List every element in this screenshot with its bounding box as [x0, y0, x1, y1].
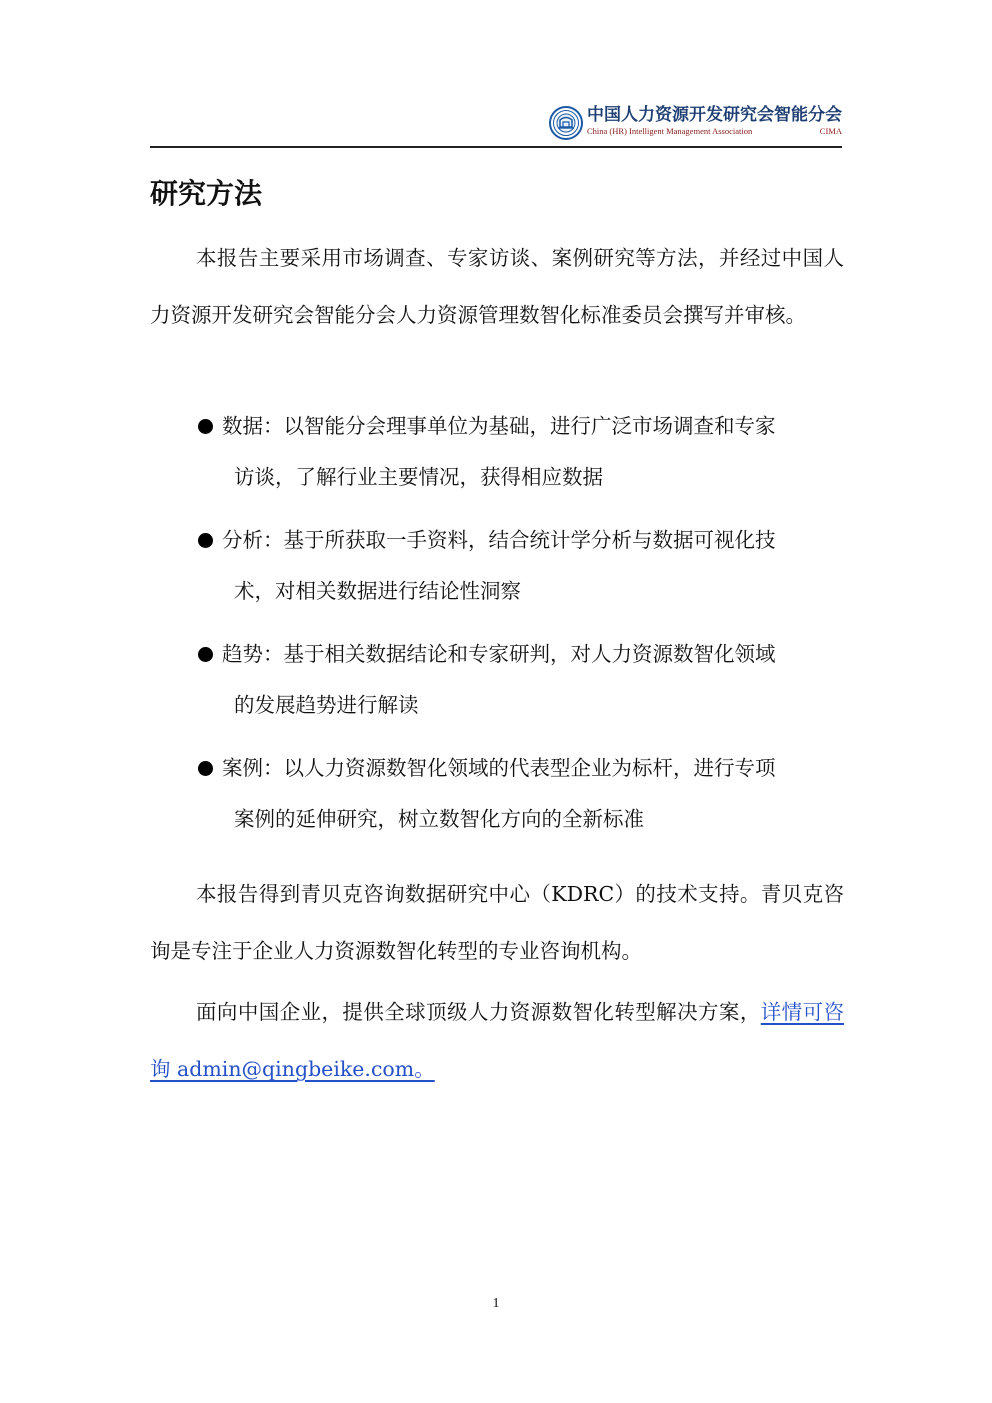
org-abbr: CIMA [819, 126, 842, 136]
org-name-en: China (HR) Intelligent Management Association [587, 126, 753, 136]
contact-email-link[interactable]: 详情可咨询 admin@qingbeike.com。 [150, 1000, 845, 1081]
support-paragraph: 本报告得到青贝克咨询数据研究中心（KDRC）的技术支持。青贝克咨询是专注于企业人力资源数智化转型的专业咨询机构。 [150, 882, 844, 963]
method-bullet-list [194, 398, 844, 854]
bullet-text: 案例：以人力资源数智化领域的代表型企业为标杆，进行专项 [222, 756, 776, 780]
org-name-cn: 中国人力资源开发研究会智能分会 [587, 105, 842, 125]
bullet-dot-icon [198, 761, 213, 776]
bullet-item-data [194, 398, 844, 500]
bullet-text-continued: 的发展趋势进行解读 [234, 693, 419, 717]
bullet-dot-icon [198, 419, 213, 434]
association-logo [549, 104, 842, 144]
bullet-item-trend [194, 626, 844, 728]
closing-text: 面向中国企业，提供全球顶级人力资源数智化转型解决方案， [196, 1000, 761, 1024]
header-divider [150, 146, 842, 148]
page-header [150, 100, 842, 148]
bullet-text: 数据：以智能分会理事单位为基础，进行广泛市场调查和专家 [222, 414, 776, 438]
bullet-text: 趋势：基于相关数据结论和专家研判，对人力资源数智化领域 [222, 642, 776, 666]
bullet-text-continued: 访谈，了解行业主要情况，获得相应数据 [234, 465, 603, 489]
bullet-dot-icon [198, 647, 213, 662]
bullet-text-continued: 案例的延伸研究，树立数智化方向的全新标准 [234, 807, 644, 831]
page-number: 1 [492, 1296, 500, 1311]
bullet-item-case [194, 740, 844, 842]
bullet-text: 分析：基于所获取一手资料，结合统计学分析与数据可视化技 [222, 528, 776, 552]
bullet-dot-icon [198, 533, 213, 548]
section-title: 研究方法 [150, 177, 263, 210]
intro-paragraph: 本报告主要采用市场调查、专家访谈、案例研究等方法，并经过中国人力资源开发研究会智能分会人力资源管理数智化标准委员会撰写并审核。 [150, 246, 844, 327]
association-seal-icon [549, 106, 583, 140]
closing-paragraph [150, 984, 844, 1098]
bullet-text-continued: 术，对相关数据进行结论性洞察 [234, 579, 521, 603]
bullet-item-analysis [194, 512, 844, 614]
